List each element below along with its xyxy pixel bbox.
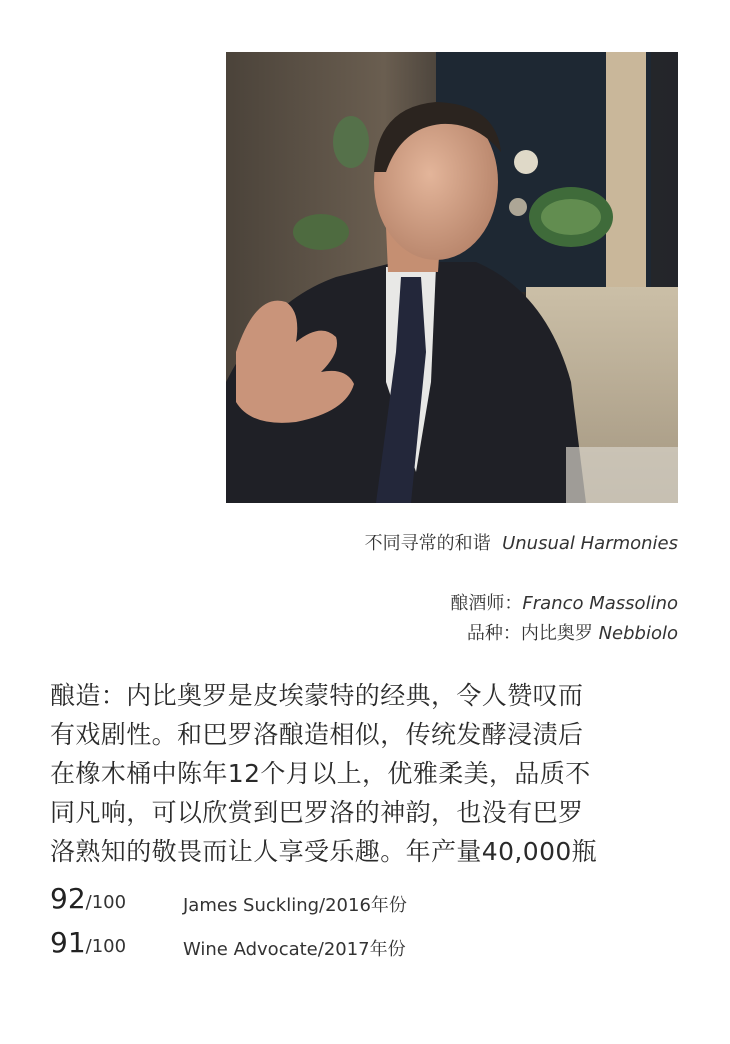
score-row xyxy=(50,926,406,966)
winemaker-line xyxy=(450,589,678,615)
description-line: 洛熟知的敬畏而让人享受乐趣。年产量40,000瓶 xyxy=(50,837,598,866)
caption-zh: 不同寻常的和谐 xyxy=(364,533,491,554)
score-value: 92 xyxy=(50,882,86,915)
wine-description xyxy=(50,676,682,871)
score-source: Wine Advocate/2017年份 xyxy=(183,939,406,960)
description-line: 在橡木桶中陈年12个月以上，优雅柔美，品质不 xyxy=(50,759,591,788)
variety-label: 品种： xyxy=(466,623,521,644)
score-value: 91 xyxy=(50,926,86,959)
description-line: 有戏剧性。和巴罗洛酿造相似，传统发酵浸渍后 xyxy=(50,720,584,749)
winemaker-label: 酿酒师： xyxy=(450,593,523,614)
score-source: James Suckling/2016年份 xyxy=(183,895,407,916)
variety-zh: 内比奥罗 xyxy=(520,623,593,644)
description-line: 酿造：内比奥罗是皮埃蒙特的经典，令人赞叹而 xyxy=(50,681,584,710)
photo-caption xyxy=(365,529,678,555)
score-scale: /100 xyxy=(85,892,127,913)
winemaker-photo xyxy=(226,52,678,503)
winemaker-name: Franco Massolino xyxy=(522,593,678,614)
score-row xyxy=(50,882,407,922)
score-scale: /100 xyxy=(85,936,127,957)
caption-en: Unusual Harmonies xyxy=(502,533,678,554)
description-line: 同凡响，可以欣赏到巴罗洛的神韵，也没有巴罗 xyxy=(50,798,584,827)
variety-line xyxy=(467,619,678,645)
variety-en: Nebbiolo xyxy=(598,623,678,644)
